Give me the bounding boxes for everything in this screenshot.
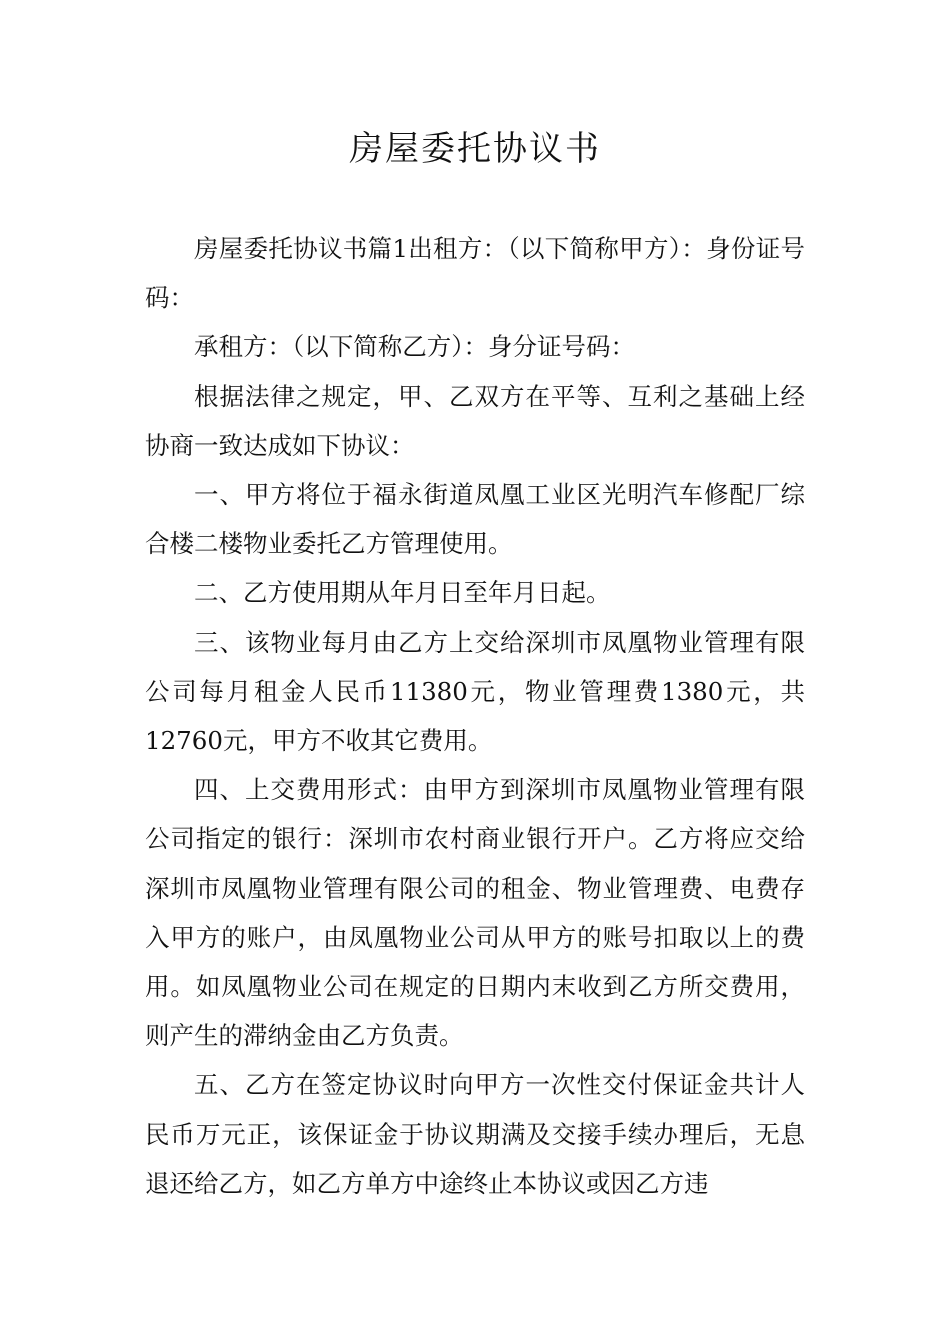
clause-5: 五、乙方在签定协议时向甲方一次性交付保证金共计人民币万元正，该保证金于协议期满及交接手续办理后，无息退还给乙方，如乙方单方中途终止本协议或因乙方违 bbox=[145, 1070, 805, 1198]
paragraph-lessor-info: 房屋委托协议书篇1出租方：（以下简称甲方）：身份证号码： bbox=[145, 234, 805, 313]
clause-2: 二、乙方使用期从年月日至年月日起。 bbox=[194, 578, 611, 608]
clause-4: 四、上交费用形式：由甲方到深圳市凤凰物业管理有限公司指定的银行：深圳市农村商业银行开户。乙方将应交给深圳市凤凰物业管理有限公司的租金、物业管理费、电费存入甲方的账户，由凤凰物业公司从甲方的账号扣取以上的费用。如凤凰物业公司在规定的日期内末收到乙方所交费用，则产生的滞纳金由乙方负责。 bbox=[145, 775, 805, 1051]
paragraph-preamble: 根据法律之规定，甲、乙双方在平等、互利之基础上经协商一致达成如下协议： bbox=[145, 381, 805, 460]
clause-3: 三、该物业每月由乙方上交给深圳市凤凰物业管理有限公司每月租金人民币11380元，物业管理费1380元，共12760元，甲方不收其它费用。 bbox=[145, 627, 805, 756]
document-title: 房屋委托协议书 bbox=[349, 129, 601, 169]
clause-1: 一、甲方将位于福永街道凤凰工业区光明汽车修配厂综合楼二楼物业委托乙方管理使用。 bbox=[145, 480, 805, 559]
document-body bbox=[145, 224, 805, 1208]
paragraph-lessee-info: 承租方：（以下简称乙方）：身分证号码： bbox=[194, 332, 635, 362]
